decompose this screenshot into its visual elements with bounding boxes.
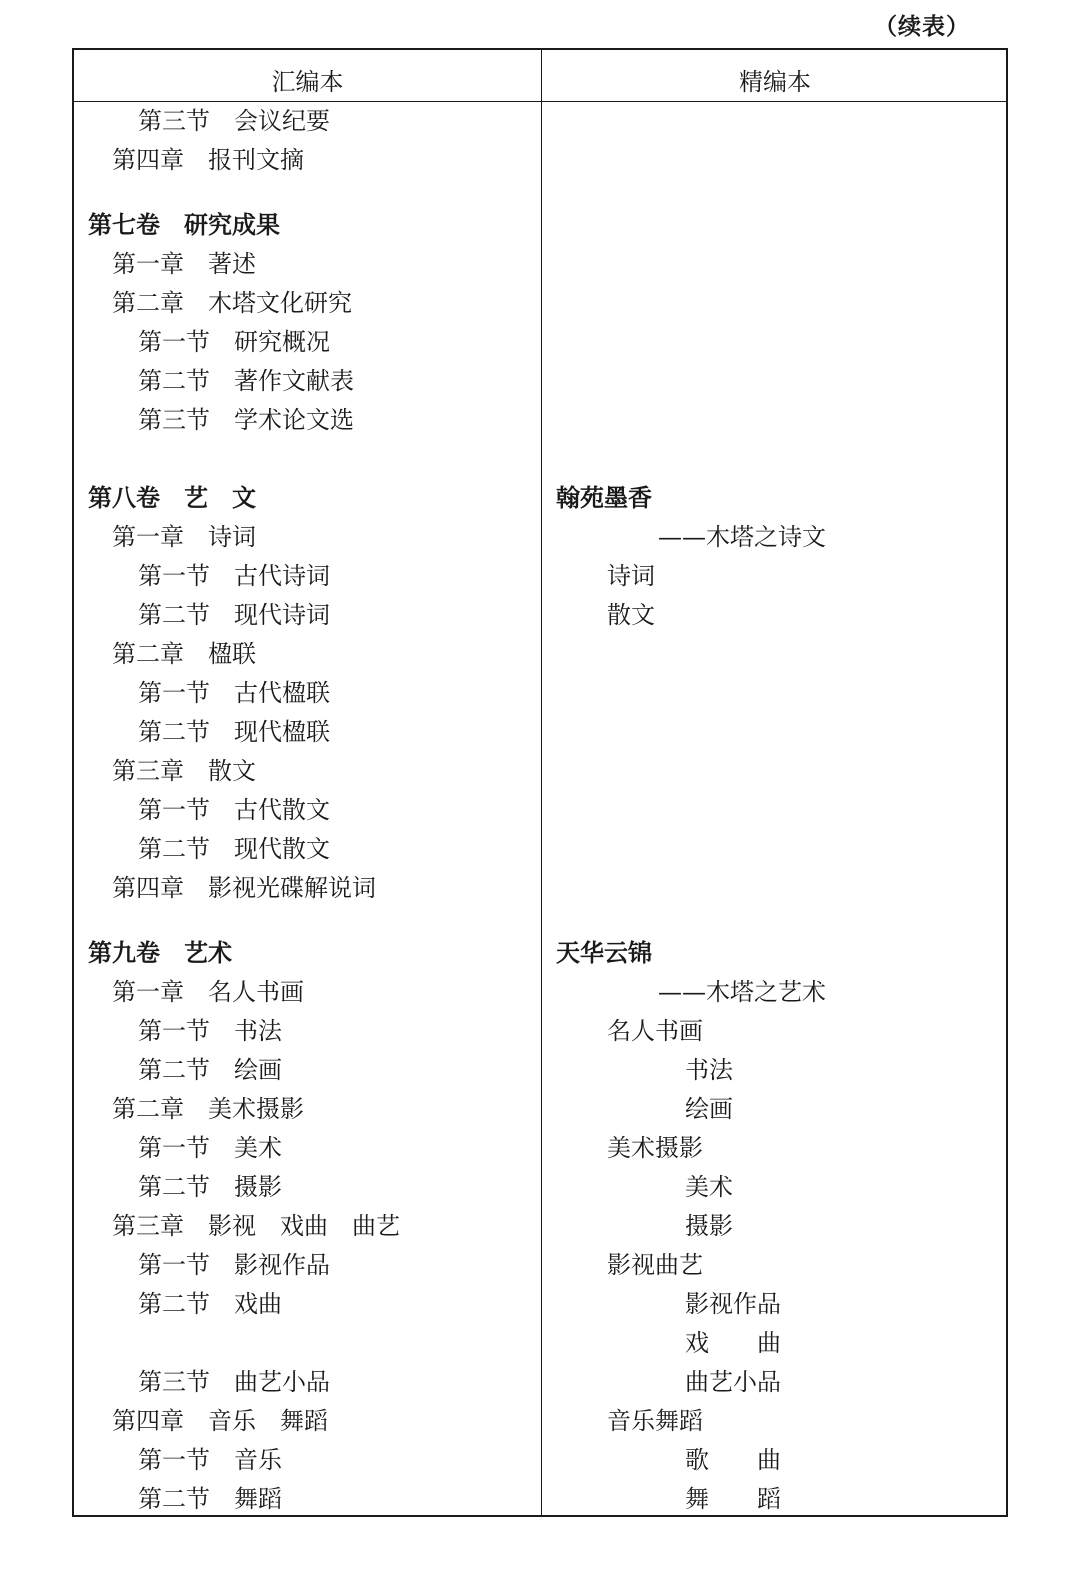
refined-chapter: 诗词 bbox=[607, 562, 655, 590]
refined-section: 书法 bbox=[685, 1056, 733, 1084]
header-compiled-edition: 汇编本 bbox=[271, 68, 344, 96]
section-entry: 第一节 书法 bbox=[138, 1017, 282, 1045]
section-entry: 第一节 古代诗词 bbox=[138, 562, 330, 590]
volume-heading: 第七卷 研究成果 bbox=[88, 211, 280, 239]
refined-section: 曲艺小品 bbox=[685, 1368, 781, 1396]
refined-chapter: 美术摄影 bbox=[607, 1134, 703, 1162]
section-entry: 第二节 绘画 bbox=[138, 1056, 282, 1084]
section-entry: 第二节 现代散文 bbox=[138, 835, 330, 863]
refined-section: 戏 曲 bbox=[685, 1329, 781, 1357]
chapter-entry: 第二章 美术摄影 bbox=[112, 1095, 304, 1123]
refined-volume-heading: 翰苑墨香 bbox=[556, 484, 652, 512]
refined-section: 绘画 bbox=[685, 1095, 733, 1123]
chapter-entry: 第一章 著述 bbox=[112, 250, 256, 278]
header-refined-edition: 精编本 bbox=[739, 68, 811, 96]
chapter-entry: 第三章 影视 戏曲 曲艺 bbox=[112, 1212, 400, 1240]
refined-chapter: 音乐舞蹈 bbox=[607, 1407, 703, 1435]
chapter-entry: 第二章 楹联 bbox=[112, 640, 256, 668]
section-entry: 第三节 曲艺小品 bbox=[138, 1368, 330, 1396]
volume-heading: 第九卷 艺术 bbox=[88, 939, 232, 967]
continued-label: （续表） bbox=[874, 14, 970, 40]
refined-section: 影视作品 bbox=[685, 1290, 781, 1318]
chapter-entry: 第四章 音乐 舞蹈 bbox=[112, 1407, 328, 1435]
header-divider bbox=[74, 101, 1006, 102]
refined-subtitle: ——木塔之诗文 bbox=[658, 523, 826, 551]
section-entry: 第二节 舞蹈 bbox=[138, 1485, 282, 1513]
section-entry: 第一节 音乐 bbox=[138, 1446, 282, 1474]
refined-chapter: 散文 bbox=[607, 601, 655, 629]
section-entry: 第三节 会议纪要 bbox=[138, 107, 330, 135]
chapter-entry: 第一章 诗词 bbox=[112, 523, 256, 551]
column-divider bbox=[541, 50, 542, 1515]
chapter-entry: 第三章 散文 bbox=[112, 757, 256, 785]
chapter-entry: 第四章 影视光碟解说词 bbox=[112, 874, 376, 902]
refined-volume-heading: 天华云锦 bbox=[556, 939, 652, 967]
refined-subtitle: ——木塔之艺术 bbox=[658, 978, 826, 1006]
section-entry: 第二节 摄影 bbox=[138, 1173, 282, 1201]
refined-chapter: 名人书画 bbox=[607, 1017, 703, 1045]
refined-section: 美术 bbox=[685, 1173, 733, 1201]
section-entry: 第一节 美术 bbox=[138, 1134, 282, 1162]
volume-heading: 第八卷 艺 文 bbox=[88, 484, 256, 512]
section-entry: 第三节 学术论文选 bbox=[138, 406, 354, 434]
section-entry: 第一节 研究概况 bbox=[138, 328, 330, 356]
refined-section: 舞 蹈 bbox=[685, 1485, 781, 1513]
section-entry: 第二节 戏曲 bbox=[138, 1290, 282, 1318]
section-entry: 第一节 古代散文 bbox=[138, 796, 330, 824]
chapter-entry: 第一章 名人书画 bbox=[112, 978, 304, 1006]
chapter-entry: 第二章 木塔文化研究 bbox=[112, 289, 352, 317]
section-entry: 第一节 影视作品 bbox=[138, 1251, 330, 1279]
section-entry: 第二节 著作文献表 bbox=[138, 367, 354, 395]
chapter-entry: 第四章 报刊文摘 bbox=[112, 146, 304, 174]
section-entry: 第二节 现代楹联 bbox=[138, 718, 330, 746]
refined-section: 歌 曲 bbox=[685, 1446, 781, 1474]
refined-section: 摄影 bbox=[685, 1212, 733, 1240]
refined-chapter: 影视曲艺 bbox=[607, 1251, 703, 1279]
section-entry: 第二节 现代诗词 bbox=[138, 601, 330, 629]
section-entry: 第一节 古代楹联 bbox=[138, 679, 330, 707]
